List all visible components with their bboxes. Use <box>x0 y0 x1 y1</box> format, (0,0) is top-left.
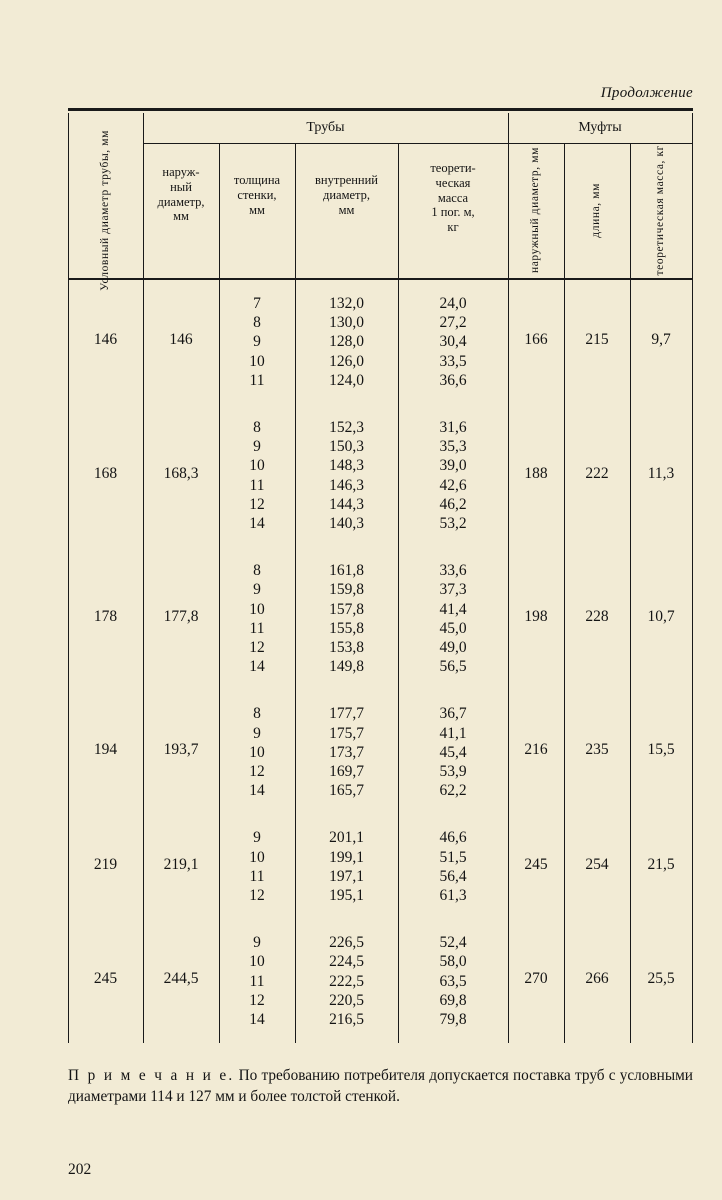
cell-theoretical-mass: 27,2 <box>439 314 467 332</box>
cell-wall-thickness: 8 <box>253 705 261 723</box>
cell-wall-thickness: 9 <box>253 934 261 952</box>
cell-theoretical-mass: 41,1 <box>439 724 467 742</box>
cell-inner-diameter: 197,1 <box>329 867 364 885</box>
cell-wall-thickness: 10 <box>249 600 265 618</box>
header-col-c-outer-text: наружный диаметр, мм <box>529 147 542 274</box>
table-header <box>68 113 693 291</box>
cell-coupling-outer-diameter: 188 <box>524 464 548 482</box>
cell-wall-thickness: 12 <box>249 639 265 656</box>
cell-theoretical-mass: 39,0 <box>439 457 467 475</box>
cell-inner-diameter: 144,3 <box>329 495 364 513</box>
note-label: П р и м е ч а н и е. <box>68 1067 235 1084</box>
header-col-outer <box>143 165 219 224</box>
cell-theoretical-mass-stack <box>398 828 508 905</box>
cell-inner-diameter-stack <box>295 933 398 1029</box>
cell-theoretical-mass: 58,0 <box>439 953 467 971</box>
cell-theoretical-mass: 36,6 <box>439 371 467 389</box>
cell-inner-diameter: 175,7 <box>329 724 364 742</box>
cell-wall-thickness: 10 <box>249 352 265 370</box>
cell-inner-diameter-stack <box>295 828 398 905</box>
cell-inner-diameter: 128,0 <box>329 333 364 351</box>
cell-wall-thickness: 9 <box>253 581 261 599</box>
cell-wall-thickness: 11 <box>249 867 265 885</box>
cell-theoretical-mass: 56,5 <box>439 658 467 676</box>
table-row-group <box>68 690 693 814</box>
cell-wall-thickness: 8 <box>253 562 261 580</box>
header-col-c-mass <box>630 143 692 278</box>
cell-theoretical-mass: 53,2 <box>439 515 467 533</box>
cell-wall-thickness: 14 <box>249 1011 265 1028</box>
cell-inner-diameter: 165,7 <box>329 782 364 800</box>
cell-theoretical-mass-stack <box>398 561 508 676</box>
header-col-wall-line1: толщина <box>233 173 281 187</box>
cell-theoretical-mass: 56,4 <box>439 867 467 885</box>
cell-nominal-diameter: 194 <box>93 741 118 759</box>
header-col-outer-line4: мм <box>173 209 189 224</box>
cell-theoretical-mass: 41,4 <box>439 600 467 618</box>
cell-inner-diameter: 222,5 <box>329 972 364 990</box>
header-col-nominal-text: Условный диаметр трубы, мм <box>98 130 111 291</box>
cell-outer-diameter: 219,1 <box>163 855 199 873</box>
cell-coupling-length: 228 <box>585 607 609 625</box>
cell-outer-diameter: 193,7 <box>163 741 199 759</box>
cell-theoretical-mass: 61,3 <box>439 887 467 904</box>
cell-inner-diameter: 132,0 <box>329 295 364 312</box>
table-note <box>68 1065 693 1107</box>
note-text: По требованию потребителя допускается поставка труб с условными диаметрами 114 и 127 мм и более толстой стенкой. <box>68 1067 693 1105</box>
cell-theoretical-mass-stack <box>398 933 508 1029</box>
header-col-outer-line2: ный <box>170 179 192 194</box>
cell-inner-diameter-stack <box>295 294 398 390</box>
cell-inner-diameter: 201,1 <box>329 829 364 847</box>
cell-inner-diameter: 152,3 <box>329 419 364 436</box>
cell-inner-diameter: 157,8 <box>329 600 364 618</box>
cell-coupling-mass: 15,5 <box>647 741 675 759</box>
cell-inner-diameter: 146,3 <box>329 476 364 494</box>
cell-nominal-diameter: 146 <box>93 331 118 348</box>
cell-theoretical-mass: 35,3 <box>439 438 467 456</box>
body-vline-outer <box>219 280 220 1043</box>
cell-theoretical-mass: 53,9 <box>439 763 467 780</box>
header-col-mass-line4: 1 пог. м, <box>431 205 475 220</box>
cell-wall-thickness: 10 <box>249 953 265 971</box>
cell-theoretical-mass: 24,0 <box>439 295 467 312</box>
cell-coupling-mass: 11,3 <box>647 464 675 482</box>
cell-nominal-diameter: 245 <box>93 970 118 988</box>
cell-coupling-outer-diameter: 270 <box>524 970 548 988</box>
cell-wall-thickness: 12 <box>249 763 265 780</box>
header-group-underline-pipes <box>143 143 508 144</box>
cell-coupling-length: 266 <box>585 970 609 988</box>
header-col-mass-line5: кг <box>447 220 459 234</box>
cell-inner-diameter: 159,8 <box>329 581 364 599</box>
cell-coupling-mass: 10,7 <box>647 607 675 625</box>
cell-wall-thickness: 10 <box>249 743 265 761</box>
cell-theoretical-mass-stack <box>398 418 508 533</box>
cell-coupling-length: 254 <box>585 855 609 873</box>
body-vline-coupling-length <box>630 280 631 1043</box>
cell-wall-thickness-stack <box>219 294 295 390</box>
header-vline-right <box>692 113 693 278</box>
cell-wall-thickness: 11 <box>249 476 265 494</box>
body-vline-coupling-outer <box>564 280 565 1043</box>
header-col-inner-line2: диаметр, <box>322 187 371 202</box>
cell-outer-diameter: 168,3 <box>163 464 199 482</box>
cell-coupling-outer-diameter: 245 <box>524 855 548 873</box>
header-col-c-mass-text: теоретическая масса, кг <box>654 145 667 276</box>
cell-inner-diameter: 148,3 <box>329 457 364 475</box>
cell-inner-diameter-stack <box>295 704 398 800</box>
page-number: 202 <box>68 1161 92 1178</box>
header-col-mass-line2: ческая <box>435 175 471 190</box>
header-col-wall-line3: мм <box>249 202 265 217</box>
cell-inner-diameter: 226,5 <box>329 934 364 952</box>
cell-nominal-diameter: 178 <box>93 607 118 625</box>
cell-wall-thickness: 9 <box>253 724 261 742</box>
header-group-couplings: Муфты <box>578 120 622 135</box>
table-body <box>68 280 693 1043</box>
cell-outer-diameter: 177,8 <box>163 607 199 625</box>
cell-theoretical-mass: 33,5 <box>439 352 467 370</box>
table-row-group <box>68 814 693 919</box>
cell-coupling-length: 222 <box>585 464 609 482</box>
header-col-outer-line3: диаметр, <box>157 194 205 209</box>
cell-inner-diameter: 161,8 <box>329 562 364 580</box>
cell-inner-diameter: 126,0 <box>329 352 364 370</box>
pipe-specification-table <box>68 108 693 1043</box>
header-col-inner <box>295 173 398 217</box>
cell-inner-diameter: 224,5 <box>329 953 364 971</box>
header-col-wall-line2: стенки, <box>237 187 277 202</box>
cell-inner-diameter: 220,5 <box>329 991 364 1009</box>
cell-inner-diameter: 124,0 <box>329 371 364 389</box>
cell-wall-thickness: 7 <box>253 295 261 312</box>
cell-inner-diameter: 130,0 <box>329 314 364 332</box>
cell-wall-thickness: 12 <box>249 495 265 513</box>
cell-wall-thickness: 9 <box>253 829 261 847</box>
cell-theoretical-mass-stack <box>398 294 508 390</box>
cell-theoretical-mass: 79,8 <box>439 1011 467 1028</box>
header-col-c-length-text: длина, мм <box>590 183 603 238</box>
table-row-group <box>68 404 693 547</box>
body-vline-wall <box>295 280 296 1043</box>
body-vline-right <box>692 280 693 1043</box>
cell-wall-thickness: 11 <box>249 972 265 990</box>
header-col-inner-line3: мм <box>338 202 355 217</box>
cell-theoretical-mass: 45,0 <box>439 619 467 637</box>
cell-outer-diameter: 244,5 <box>163 970 199 988</box>
cell-wall-thickness: 11 <box>249 619 265 637</box>
cell-inner-diameter: 169,7 <box>329 763 364 780</box>
cell-theoretical-mass: 33,6 <box>439 562 467 580</box>
cell-wall-thickness: 14 <box>249 515 265 533</box>
cell-inner-diameter-stack <box>295 561 398 676</box>
page-content <box>55 30 695 1178</box>
cell-theoretical-mass: 30,4 <box>439 333 467 351</box>
cell-wall-thickness-stack <box>219 933 295 1029</box>
cell-theoretical-mass: 37,3 <box>439 581 467 599</box>
cell-coupling-mass: 25,5 <box>647 970 675 988</box>
cell-inner-diameter-stack <box>295 418 398 533</box>
cell-coupling-mass: 21,5 <box>647 855 675 873</box>
header-col-c-length <box>564 143 630 278</box>
cell-coupling-length: 215 <box>585 331 609 348</box>
cell-coupling-length: 235 <box>585 741 609 759</box>
cell-outer-diameter: 146 <box>169 331 193 348</box>
cell-inner-diameter: 173,7 <box>329 743 364 761</box>
cell-inner-diameter: 177,7 <box>329 705 364 723</box>
cell-wall-thickness: 14 <box>249 782 265 800</box>
cell-nominal-diameter: 168 <box>93 464 118 482</box>
header-col-nominal <box>68 130 143 291</box>
header-col-mass-line1: теорети- <box>430 161 476 175</box>
cell-wall-thickness: 9 <box>253 333 261 351</box>
cell-theoretical-mass: 42,6 <box>439 476 467 494</box>
cell-theoretical-mass: 51,5 <box>439 848 467 866</box>
header-col-mass <box>398 161 508 235</box>
body-vline-inner <box>398 280 399 1043</box>
header-col-wall <box>219 173 295 217</box>
cell-theoretical-mass: 63,5 <box>439 972 467 990</box>
table-row-group <box>68 280 693 404</box>
table-row-group <box>68 919 693 1043</box>
cell-nominal-diameter: 219 <box>93 855 118 873</box>
body-vline-left <box>68 280 69 1043</box>
cell-theoretical-mass: 69,8 <box>439 991 467 1009</box>
cell-inner-diameter: 140,3 <box>329 515 364 533</box>
cell-wall-thickness: 10 <box>249 457 265 475</box>
cell-wall-thickness: 14 <box>249 658 265 676</box>
body-vline-pipes-couplings <box>508 280 509 1043</box>
cell-inner-diameter: 149,8 <box>329 658 364 676</box>
table-row-group <box>68 547 693 690</box>
header-col-outer-line1: наруж- <box>162 165 200 179</box>
cell-theoretical-mass: 36,7 <box>439 705 467 723</box>
cell-theoretical-mass: 46,2 <box>439 495 467 513</box>
cell-theoretical-mass: 49,0 <box>439 639 467 656</box>
cell-coupling-mass: 9,7 <box>651 331 671 348</box>
cell-wall-thickness-stack <box>219 828 295 905</box>
header-col-mass-line3: масса <box>437 190 469 205</box>
cell-coupling-outer-diameter: 216 <box>524 741 548 759</box>
cell-wall-thickness: 12 <box>249 887 265 904</box>
cell-wall-thickness: 9 <box>253 438 261 456</box>
cell-theoretical-mass: 46,6 <box>439 829 467 847</box>
cell-coupling-outer-diameter: 166 <box>524 331 548 348</box>
cell-inner-diameter: 155,8 <box>329 619 364 637</box>
continuation-label: Продолжение <box>600 85 693 101</box>
cell-theoretical-mass: 45,4 <box>439 743 467 761</box>
cell-inner-diameter: 153,8 <box>329 639 364 656</box>
cell-wall-thickness: 12 <box>249 991 265 1009</box>
header-col-inner-line1: внутренний <box>314 173 378 187</box>
cell-wall-thickness: 8 <box>253 314 261 332</box>
cell-theoretical-mass-stack <box>398 704 508 800</box>
header-group-pipes: Трубы <box>306 120 345 135</box>
cell-wall-thickness-stack <box>219 561 295 676</box>
cell-wall-thickness-stack <box>219 704 295 800</box>
cell-coupling-outer-diameter: 198 <box>524 607 548 625</box>
cell-inner-diameter: 150,3 <box>329 438 364 456</box>
body-vline-nominal <box>143 280 144 1043</box>
cell-inner-diameter: 216,5 <box>329 1011 364 1028</box>
cell-inner-diameter: 199,1 <box>329 848 364 866</box>
header-col-c-outer <box>508 143 564 278</box>
cell-inner-diameter: 195,1 <box>329 887 364 904</box>
cell-theoretical-mass: 62,2 <box>439 782 467 800</box>
cell-theoretical-mass: 52,4 <box>439 934 467 952</box>
cell-wall-thickness: 8 <box>253 419 261 436</box>
cell-wall-thickness: 11 <box>249 371 265 389</box>
cell-theoretical-mass: 31,6 <box>439 419 467 436</box>
cell-wall-thickness-stack <box>219 418 295 533</box>
cell-wall-thickness: 10 <box>249 848 265 866</box>
